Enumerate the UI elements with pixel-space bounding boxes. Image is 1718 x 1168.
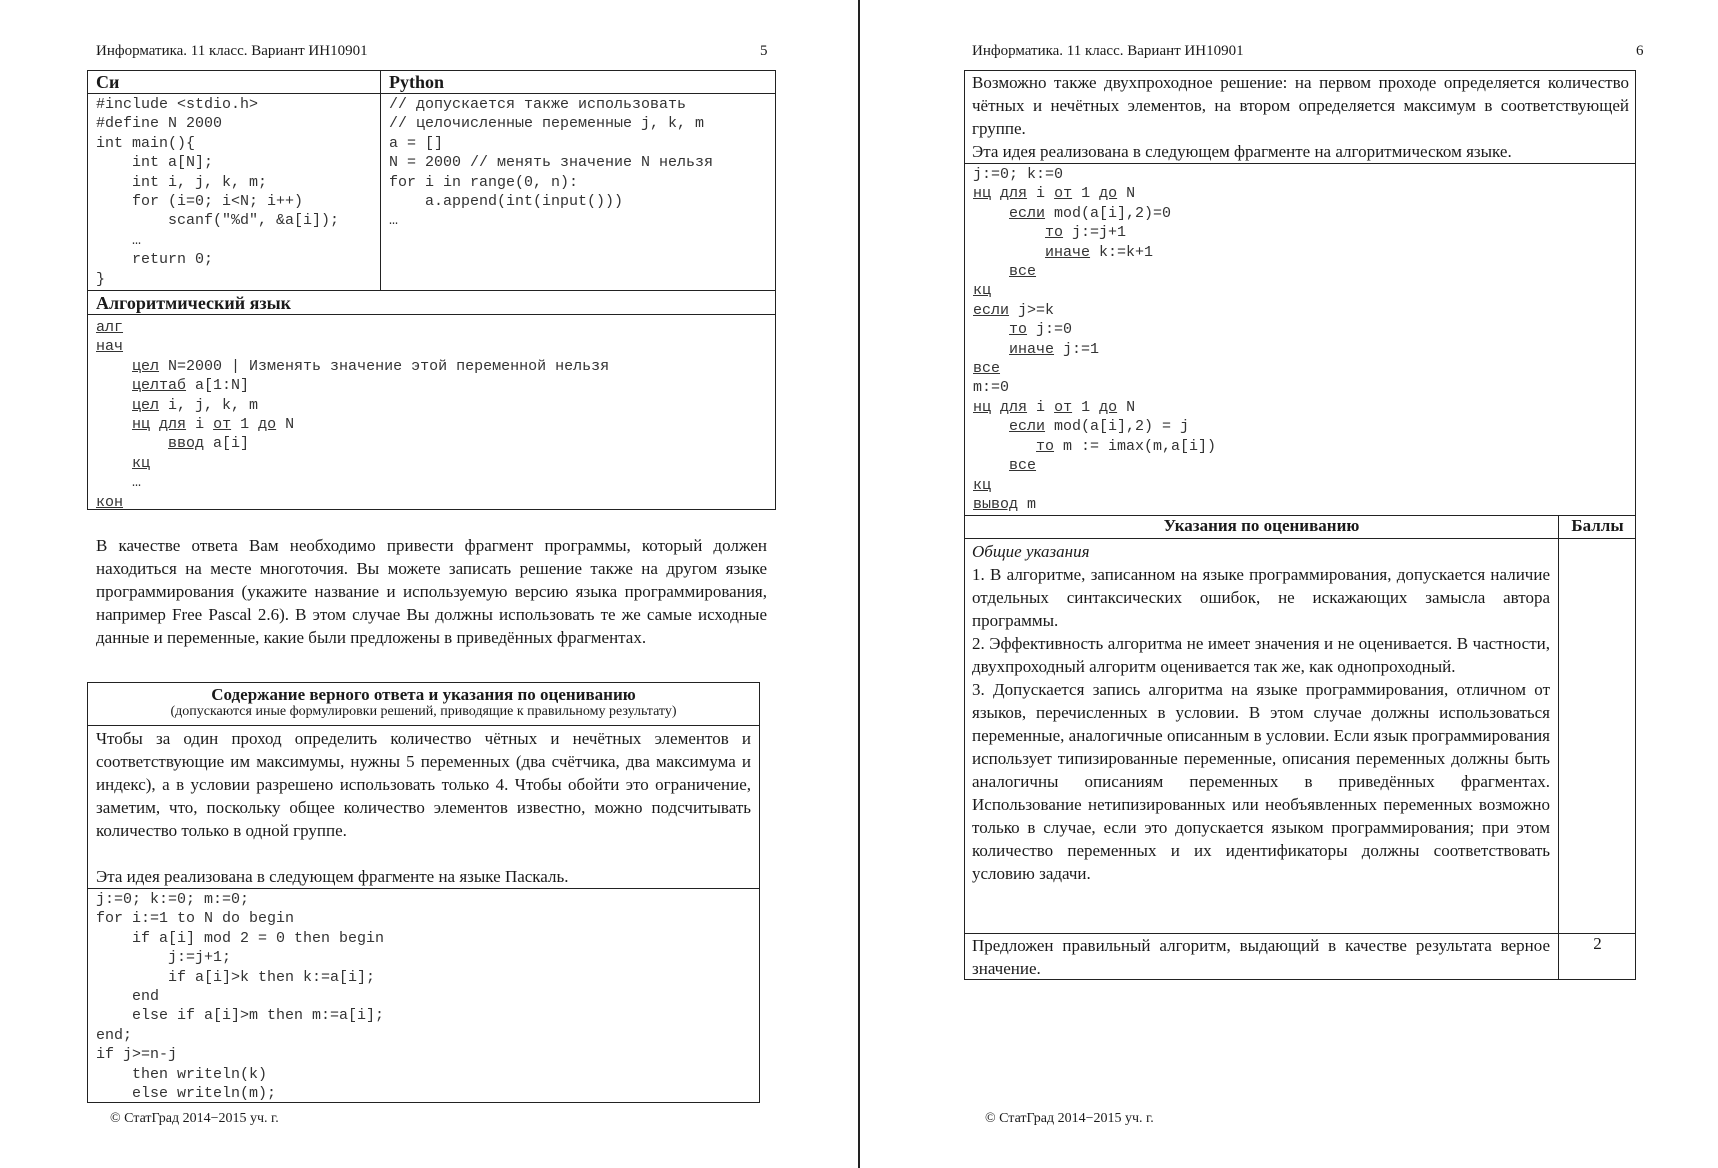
code-line: for i:=1 to N do begin [96,910,295,928]
code-line: then writeln(k) [96,1065,268,1083]
alg2-code: j:=0; k:=0 нц для i от 1 до N если mod(a[i],2)=0 то j:=j+1 иначе k:=k+1 все кц если j>=k то j:=0 иначе j:=1 все m:=0 нц для i от 1 до N если mod(a[i],2) = j то m := imax(m,a[i]) все кц вывод m [973,166,1217,513]
grading-header: Указания по оцениванию [1163,516,1360,535]
page-footer: © СтатГрад 2014−2015 уч. г. [985,1111,1154,1126]
general-item: 3. Допускается запись алгоритма на языке программирования, отличном от языков, перечисленных в условии. В этом случае должны использоваться переменные, аналогичные описанным в условии. Если язык программирования использует типизированные переменные, описания переменных должны быть аналогичны описаниям переменных в приведённых фрагментах. Использование нетипизированных или необъявленных переменных возможно только в случае, если это допускается языком программирования; при этом количество переменных и их идентификаторы должны соответствовать условию задачи. [972,680,1550,883]
right-page [861,0,1718,1168]
code-line: int main(){ [96,134,196,152]
page-divider [858,0,860,1168]
page-header: Информатика. 11 класс. Вариант ИН10901 [96,43,368,59]
code-line: … [389,212,399,230]
c-title: Си [96,72,120,92]
general-instructions [972,540,1550,885]
general-title: Общие указания [972,542,1090,561]
code-line: for i in range(0, n): [389,173,579,191]
instruction-text: В качестве ответа Вам необходимо привести фрагмент программы, который должен находиться на месте многоточия. Вы можете записать решение также на другом языке программирования (укажите название и используемую версию языка программирования, например Free Pascal 2.6). В этом случае Вы должны использовать те же самые исходные данные и переменные, какие были предложены в приведённых фрагментах. [96,536,767,647]
points-header: Баллы [1571,516,1624,535]
page-number: 6 [1636,43,1644,59]
code-line: j:=0; k:=0; m:=0; [96,891,250,908]
answer-title: Содержание верного ответа и указания по оцениванию [211,685,636,704]
code-line: // допускается также использовать [389,96,687,113]
pascal-code [88,888,392,1105]
code-line: if a[i] mod 2 = 0 then begin [96,929,385,947]
code-line: } [96,270,106,288]
code-line: … [96,231,142,249]
code-line: a.append(int(input())) [389,193,624,211]
page-footer: © СтатГрад 2014−2015 уч. г. [110,1111,279,1126]
code-line: a = [] [389,134,444,152]
code-line: if j>=n-j [96,1046,178,1064]
alg-code: алг нач цел N=2000 | Изменять значение этой переменной нельзя целтаб a[1:N] цел i, j, k, m нц для i от 1 до N ввод a[i] кц … кон [96,319,610,511]
general-item: 1. В алгоритме, записанном на языке программирования, допускается наличие отдельных синтаксических ошибок, не искажающих замысла автора программы. [972,565,1550,630]
code-line: end; [96,1026,133,1044]
solution-box [964,70,1636,980]
code-line: #include <stdio.h> [96,96,259,113]
left-page [0,0,858,1168]
page-header: Информатика. 11 класс. Вариант ИН10901 [972,43,1244,59]
alg-title: Алгоритмический язык [96,293,292,313]
code-line: scanf("%d", &a[i]); [96,212,340,230]
code-line: j:=j+1; [96,949,232,967]
code-line: if a[i]>k then k:=a[i]; [96,968,376,986]
python-title: Python [389,72,445,92]
page-number: 5 [760,43,768,59]
intro-text: Возможно также двухпроходное решение: на первом проходе определяется количество чётных и нечётных элементов, на втором определяется максимум в соответствующей группе. [972,73,1629,138]
answer-subtitle: (допускаются иные формулировки решений, приводящие к правильному результату) [170,704,677,719]
code-table [87,70,776,510]
answer-idea: Эта идея реализована в следующем фрагменте на языке Паскаль. [96,867,569,886]
code-line: else if a[i]>m then m:=a[i]; [96,1007,385,1025]
code-line: N = 2000 // менять значение N нельзя [389,154,714,172]
code-line: end [96,988,160,1006]
answer-text: Чтобы за один проход определить количество чётных и нечётных элементов и соответствующие им максимумы, нужны 5 переменных (два счётчика, два максимума и индекс), а в условии разрешено использовать только 4. Чтобы обойти это ограничение, заметим, что, поскольку общее количество элементов известно, можно подсчитывать количество только в одной группе. [96,729,751,840]
c-code [88,93,347,291]
code-line: int a[N]; [96,154,214,172]
general-item: 2. Эффективность алгоритма не имеет значения и не оценивается. В частности, двухпроходный алгоритм оценивается так же, как однопроходный. [972,634,1550,676]
criterion-points: 2 [1593,934,1602,953]
code-line: return 0; [96,251,214,269]
criterion-text: Предложен правильный алгоритм, выдающий в качестве результата верное значение. [972,936,1550,978]
python-code [381,93,721,233]
code-line: #define N 2000 [96,115,223,133]
intro-idea: Эта идея реализована в следующем фрагменте на алгоритмическом языке. [972,142,1512,161]
code-line: for (i=0; i<N; i++) [96,193,304,211]
code-line: int i, j, k, m; [96,173,268,191]
code-line: else writeln(m); [96,1085,277,1103]
answer-box [87,682,760,1103]
code-line: // целочисленные переменные j, k, m [389,115,705,133]
